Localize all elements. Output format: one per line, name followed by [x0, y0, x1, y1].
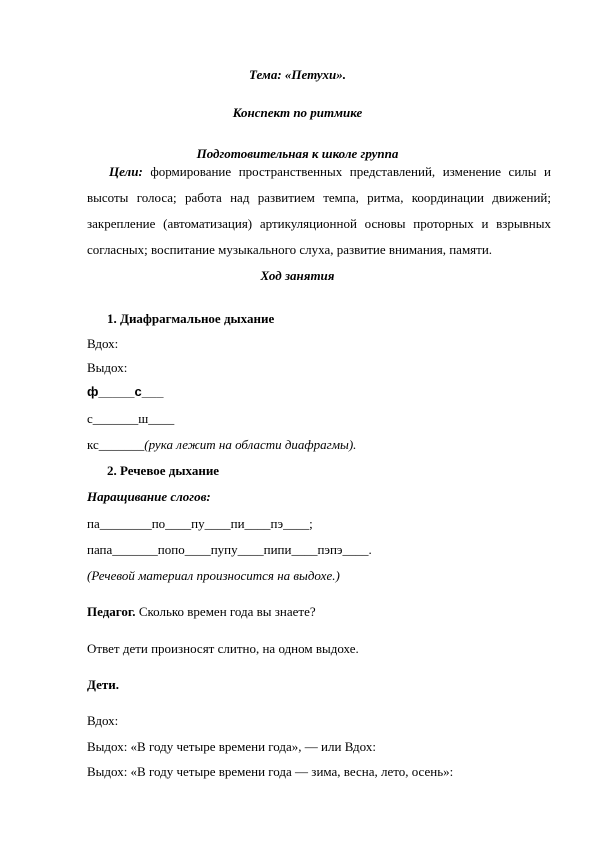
children-label: Дети. [87, 677, 119, 692]
answer-instruction: Ответ дети произносят слитно, на одном выдохе. [87, 641, 359, 656]
goals-line-4: согласных; воспитание музыкального слуха, развитие внимания, памяти. [87, 242, 493, 257]
teacher-label: Педагог. [87, 604, 136, 619]
section2-title: 2. Речевое дыхание [107, 463, 220, 478]
section1-item-3 [87, 437, 356, 453]
goals-line-1 [87, 164, 551, 180]
topic-title: Тема: «Петухи». [249, 67, 346, 82]
section1-inhale: Вдох: [87, 336, 119, 351]
children-exhale-2: Выдох: «В году четыре времени года — зима, весна, лето, осень»: [87, 764, 454, 779]
teacher-question: Сколько времен года вы знаете? [135, 604, 316, 619]
section1-title: 1. Диафрагмальное дыхание [107, 311, 275, 326]
teacher-line [87, 604, 316, 620]
syllable-row-1: па________по____пу____пи____пэ____; [87, 516, 313, 531]
children-exhale-1: Выдох: «В году четыре времени года», — или Вдох: [87, 739, 376, 754]
section1-exhale: Выдох: [87, 360, 128, 375]
goals-text-1: формирование пространственных представлений, изменение силы и [142, 164, 551, 179]
document-subtitle: Конспект по ритмике [232, 105, 363, 120]
section1-item-3-main: кс_______ [87, 437, 145, 452]
section1-item-2: с_______ш____ [87, 411, 175, 426]
section2-subtitle: Наращивание слогов: [87, 489, 211, 504]
section1-item-3-note: (рука лежит на области диафрагмы). [144, 437, 357, 452]
lesson-heading: Ход занятия [260, 268, 335, 283]
syllable-row-2: папа_______попо____пупу____пипи____пэпэ____. [87, 542, 372, 557]
goals-label: Цели: [109, 164, 143, 179]
section2-note: (Речевой материал произносится на выдохе.) [87, 568, 340, 583]
section1-item-1: ф_____с___ [87, 384, 164, 399]
goals-line-3: закрепление (автоматизация) артикуляционной основы проторных и взрывных [87, 216, 551, 231]
goals-line-2: высоты голоса; работа над развитием темпа, ритма, координации движений; [87, 190, 551, 205]
group-title: Подготовительная к школе группа [196, 146, 399, 161]
children-inhale: Вдох: [87, 713, 119, 728]
